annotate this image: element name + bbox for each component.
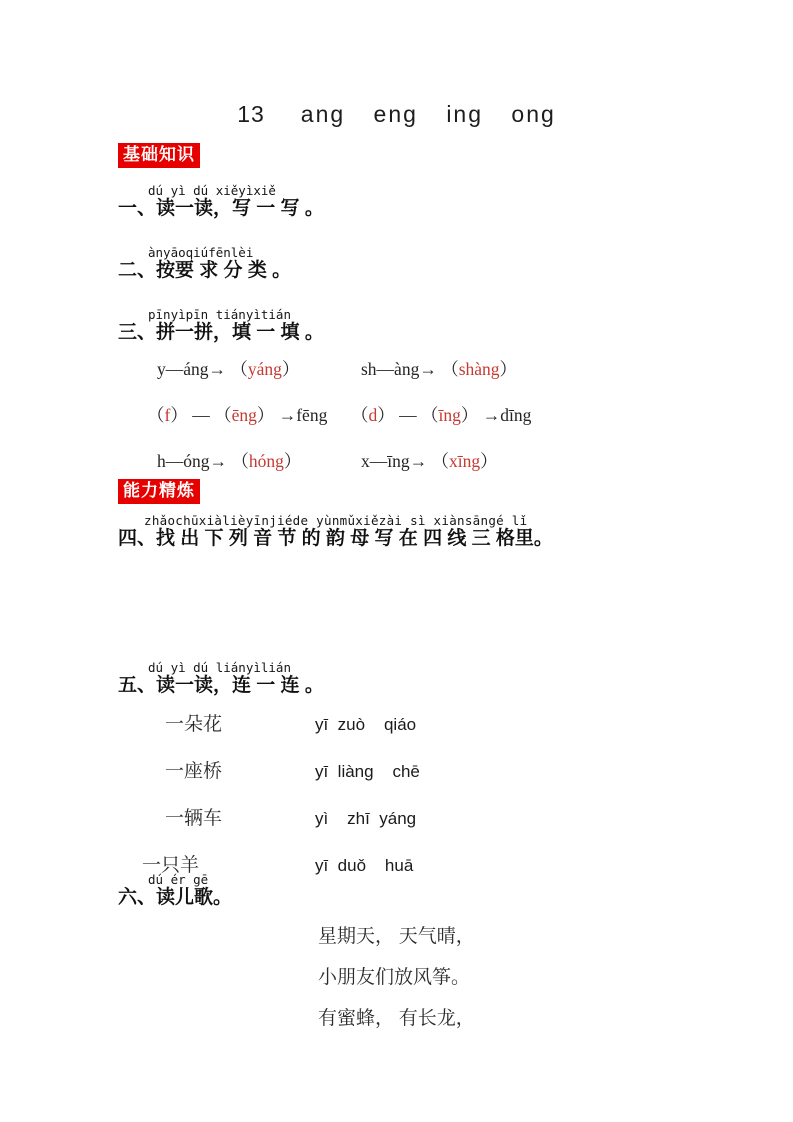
match-row	[142, 756, 420, 783]
spell-text: （	[147, 405, 165, 425]
spell-text: ）	[499, 359, 518, 379]
section-2-heading: 二、按要 求 分 类 。	[118, 260, 292, 281]
spell-text: sh—àng→ （	[361, 359, 459, 379]
banner-ability-practice: 能力精炼	[118, 479, 200, 504]
spell-item	[351, 356, 587, 381]
section-3-heading: 三、拼一拼，填 一 填 。	[118, 322, 324, 343]
spell-text: ）	[283, 451, 302, 471]
section-5	[118, 661, 324, 697]
spell-text: ） — （	[170, 405, 232, 425]
spell-item	[351, 448, 587, 473]
spell-text: ） — （	[377, 405, 439, 425]
spell-item	[147, 402, 351, 427]
rhyme-line: 小朋友们放风筝。	[318, 967, 471, 988]
spell-item	[351, 402, 587, 427]
spell-answer: d	[368, 405, 378, 425]
spell-answer: shàng	[458, 359, 500, 379]
spell-row	[147, 448, 587, 473]
section-6	[118, 873, 232, 909]
spell-text: （	[351, 405, 369, 425]
match-row	[142, 803, 420, 830]
banner-basic-knowledge: 基础知识	[118, 143, 200, 168]
lesson-number: 13	[237, 101, 265, 127]
section-6-pinyin: dú ér gē	[148, 872, 209, 887]
spell-answer: īng	[438, 405, 461, 425]
section-1	[118, 184, 324, 220]
section-6-heading: 六、读儿歌。	[118, 887, 233, 908]
spell-text: y—áng→ （	[157, 359, 248, 379]
match-left-item: 一辆车	[165, 808, 223, 829]
match-exercise	[142, 709, 420, 897]
spell-answer: hóng	[248, 451, 284, 471]
match-row	[142, 709, 420, 736]
match-right-item: yī zuò qiáo	[315, 715, 417, 734]
spell-row	[147, 356, 587, 381]
section-2	[118, 246, 291, 282]
section-3-pinyin: pīnyìpīn tiányìtián	[148, 307, 291, 322]
section-4-heading: 四、找 出 下 列 音 节 的 韵 母 写 在 四 线 三 格里。	[118, 528, 553, 549]
spell-text: ） →fēng	[256, 405, 328, 425]
section-2-pinyin: ànyāoqiúfēnlèi	[148, 245, 254, 260]
spell-item	[147, 448, 351, 473]
match-left-item: 一朵花	[165, 714, 223, 735]
match-right-item: yì zhī yáng	[315, 809, 417, 828]
section-4-pinyin: zhǎochūxiàlièyīnjiéde yùnmǔxiězài sì xiànsāngé lǐ	[144, 513, 528, 528]
lesson-finals: ang eng ing ong	[300, 101, 556, 127]
spell-text: x—īng→ （	[361, 451, 449, 471]
rhyme-text	[318, 921, 475, 1044]
spell-exercise	[147, 356, 587, 494]
spell-text: ） →dīng	[460, 405, 532, 425]
rhyme-line: 星期天， 天气晴，	[318, 926, 475, 947]
spell-answer: ēng	[231, 405, 257, 425]
rhyme-line: 有蜜蜂， 有长龙，	[318, 1008, 475, 1029]
spell-text: ）	[281, 359, 300, 379]
match-left-item: 一座桥	[165, 761, 223, 782]
section-1-heading: 一、读一读，写 一 写 。	[118, 198, 324, 219]
spell-item	[147, 356, 351, 381]
section-5-heading: 五、读一读，连 一 连 。	[118, 675, 324, 696]
spell-answer: f	[164, 405, 171, 425]
spell-row	[147, 402, 587, 427]
section-4	[118, 514, 553, 550]
spell-answer: yáng	[247, 359, 282, 379]
section-3	[118, 308, 324, 344]
match-left-item: 一只羊	[142, 855, 200, 876]
match-right-item: yī liàng chē	[315, 762, 420, 781]
spell-text: ）	[480, 451, 498, 471]
page-title	[0, 101, 793, 128]
section-5-pinyin: dú yì dú liányìlián	[148, 660, 291, 675]
match-right-item: yī duǒ huā	[315, 856, 414, 875]
section-1-pinyin: dú yì dú xiěyìxiě	[148, 183, 276, 198]
spell-answer: xīng	[449, 451, 481, 471]
spell-text: h—óng→ （	[157, 451, 249, 471]
